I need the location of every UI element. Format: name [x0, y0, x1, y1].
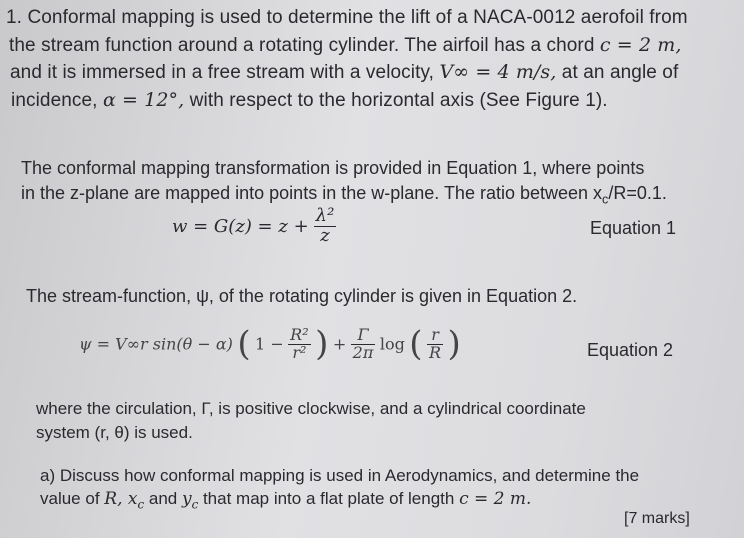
- eq2-open-paren: (: [237, 324, 251, 364]
- eq2-close-paren-2: ): [447, 324, 461, 364]
- part-a-line-2: value of R, $x_c$ and $y_c$ that map into a flat plate of length c = 2 m.: [40, 489, 532, 512]
- stream-function-line: The stream-function, ψ, of the rotating cylinder is given in Equation 2.: [26, 286, 578, 306]
- question-line-2: the stream function around a rotating cylinder. The airfoil has a chord c = 2 m,: [9, 34, 682, 56]
- velocity-value: V∞ = 4 m/s,: [439, 61, 557, 83]
- chord-value: c = 2 m,: [599, 34, 682, 56]
- eq1-denominator: z: [320, 224, 330, 246]
- circulation-line-2: system (r, θ) is used.: [36, 423, 193, 442]
- mapping-line-2: in the z-plane are mapped into points in the w-plane. The ratio between $x_c/R=0.1$.: [21, 183, 667, 207]
- equation-2-label: Equation 2: [587, 340, 674, 360]
- marks-label: [7 marks]: [624, 510, 690, 527]
- equation-2: [79, 324, 461, 364]
- circulation-line-1: where the circulation, Γ, is positive clockwise, and a cylindrical coordinate: [36, 399, 586, 418]
- eq2-one-minus: 1 −: [255, 334, 284, 354]
- eq2-log: log: [379, 334, 405, 354]
- equation-1: [172, 207, 336, 246]
- eq2-lhs: ψ = V∞r sin(θ − α): [79, 334, 233, 354]
- eq2-fraction-3: $\frac{r}{R}$: [429, 324, 442, 362]
- question-text-1: Conformal mapping is used to determine the lift of a NACA-0012 aerofoil from: [27, 7, 688, 28]
- equation-1-label: Equation 1: [590, 218, 677, 238]
- eq1-lhs: w = G(z) = z +: [172, 215, 309, 237]
- part-a-line-1: a) Discuss how conformal mapping is used in Aerodynamics, and determine the: [40, 466, 640, 485]
- question-line-4: incidence, α = 12°, with respect to the horizontal axis (See Figure 1).: [11, 89, 608, 111]
- question-line-1: [6, 7, 688, 29]
- eq2-plus: +: [332, 334, 347, 354]
- angle-value: α = 12°,: [102, 89, 185, 111]
- eq2-fraction-1: $\frac{\text{R²}}{\text{r²}}$: [290, 324, 309, 362]
- eq2-fraction-2: $\frac{\Gamma}{2\pi}$: [352, 324, 374, 362]
- eq2-close-paren: ): [315, 324, 329, 364]
- mapping-line-1: The conformal mapping transformation is provided in Equation 1, where points: [21, 158, 645, 178]
- eq1-fraction: [314, 207, 337, 246]
- question-line-3: and it is immersed in a free stream with a velocity, V∞ = 4 m/s, at an angle of: [10, 61, 679, 83]
- eq1-numerator: λ²: [315, 205, 335, 226]
- eq2-open-paren-2: (: [409, 324, 423, 364]
- question-number: 1.: [6, 7, 23, 28]
